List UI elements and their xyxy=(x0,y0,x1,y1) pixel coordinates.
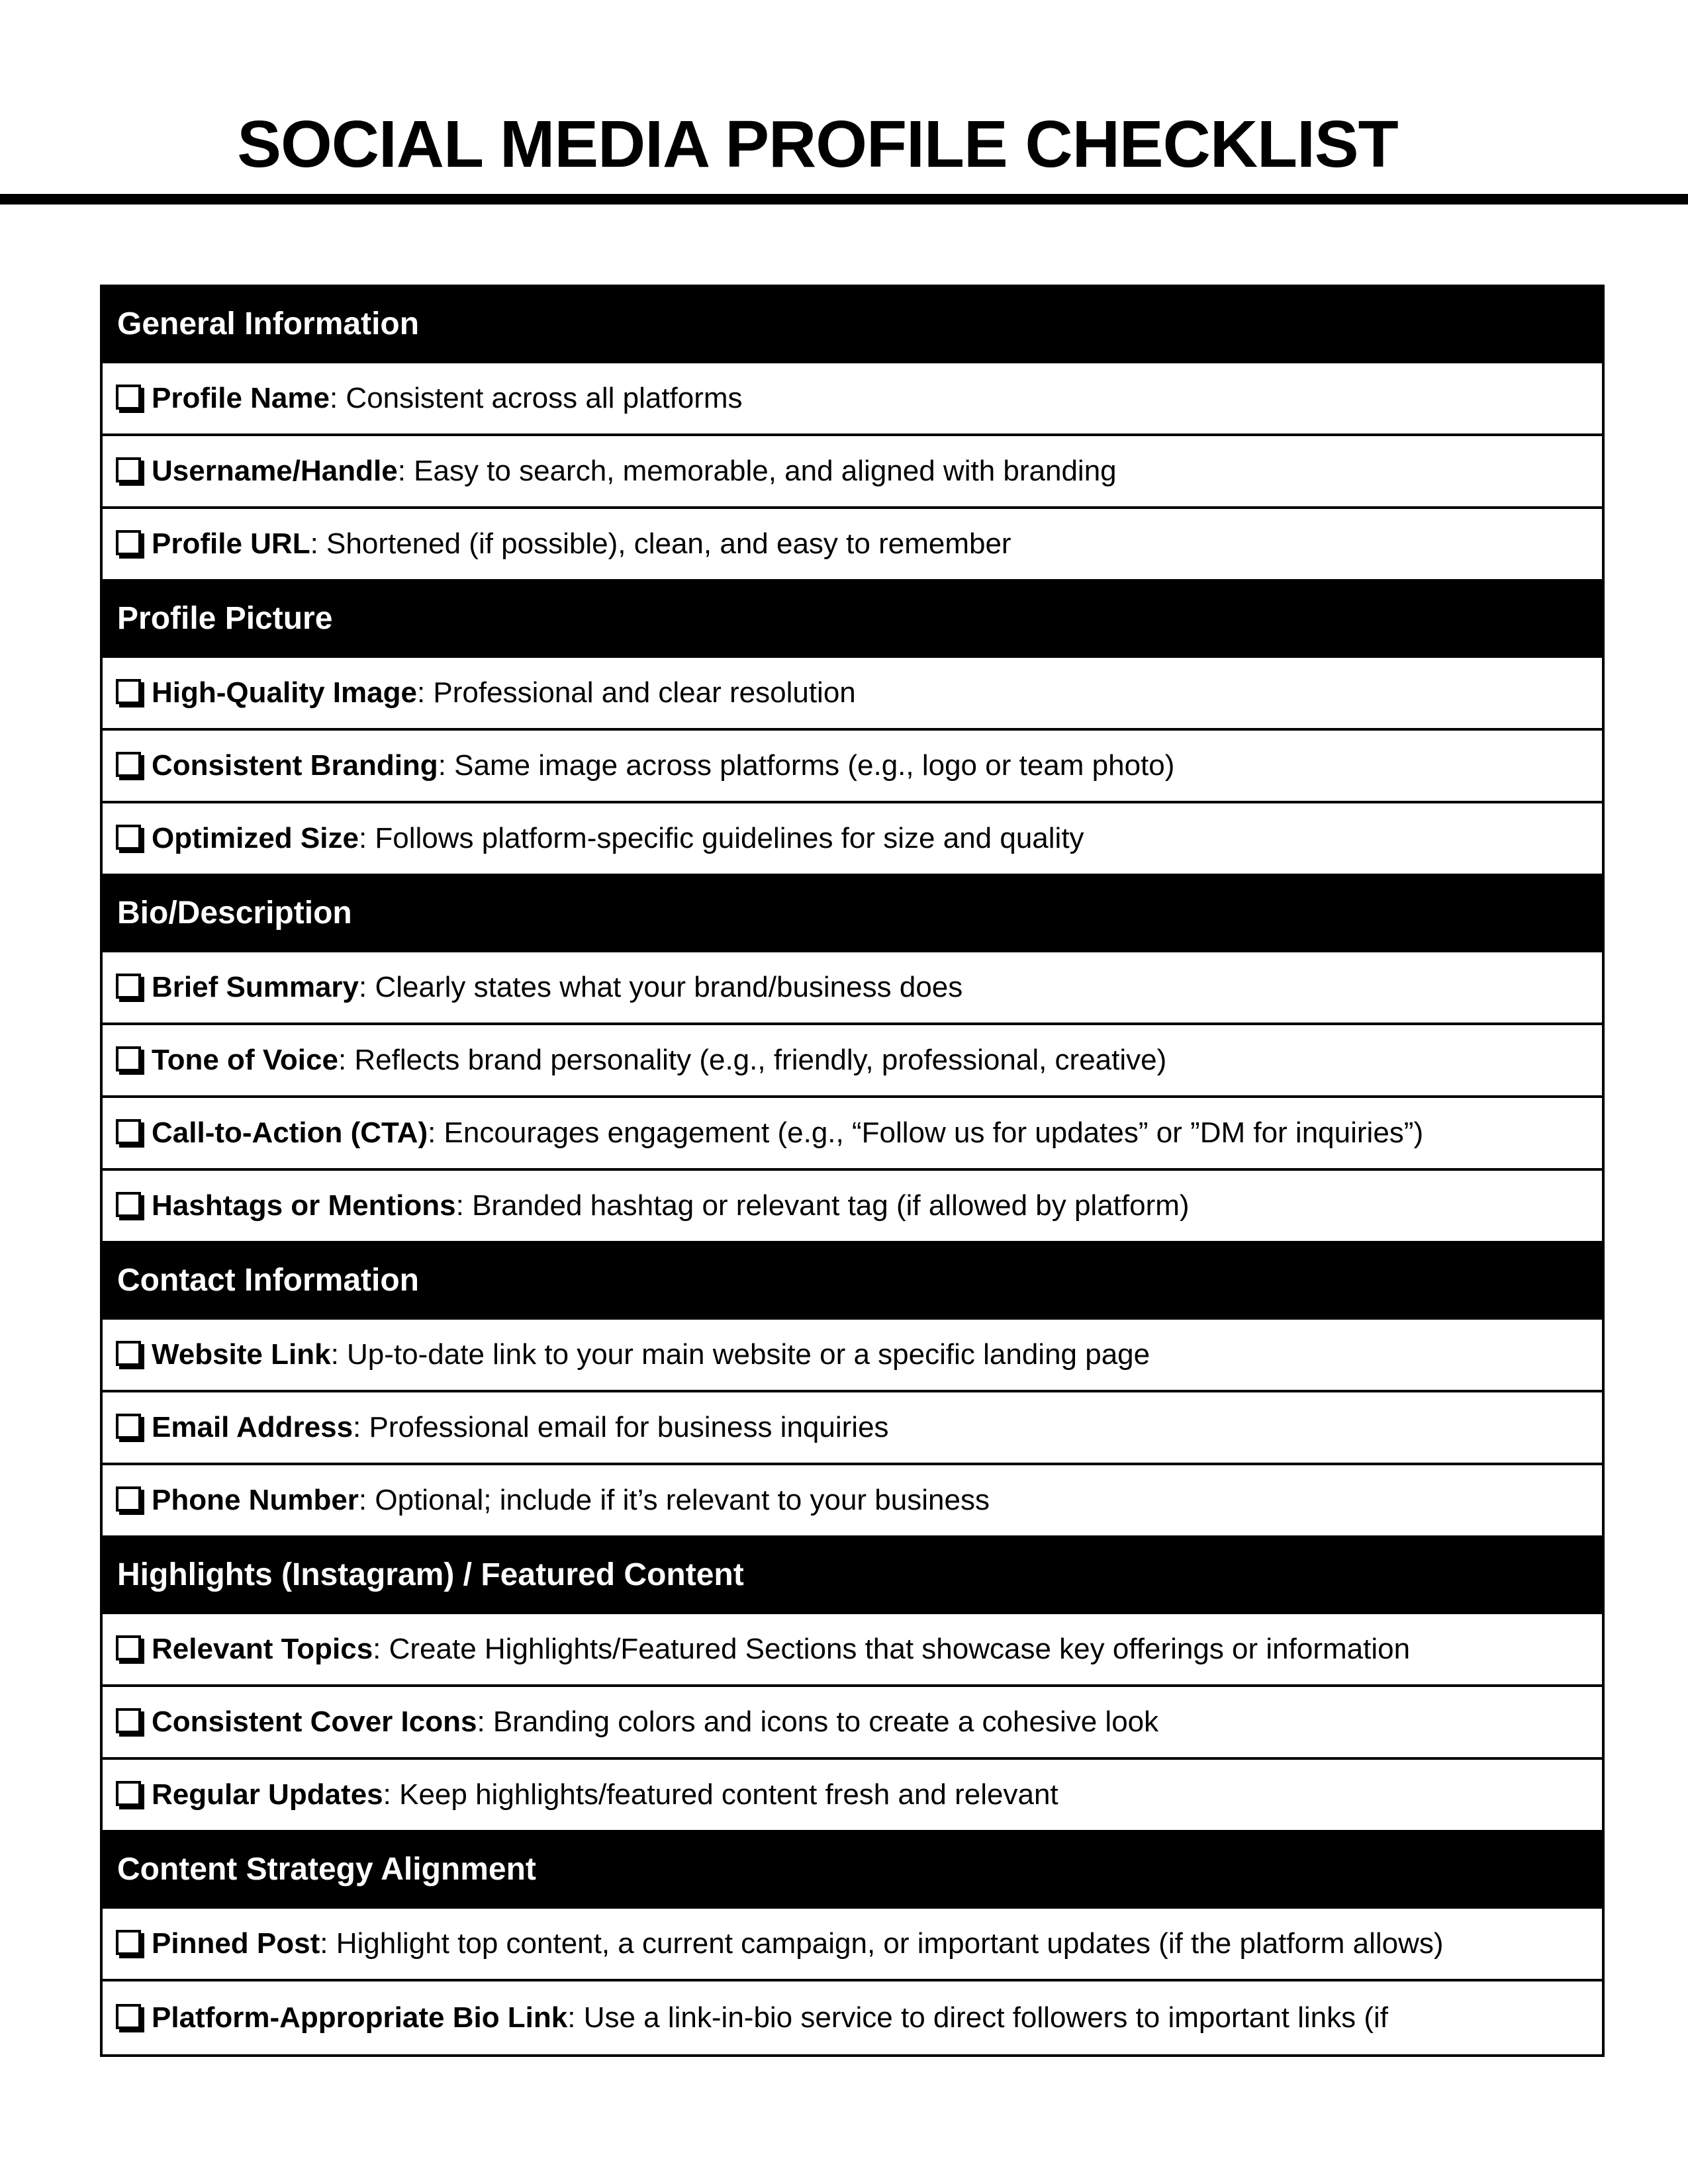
item-label: Brief Summary xyxy=(152,971,359,1003)
section-header: Highlights (Instagram) / Featured Content xyxy=(103,1538,1602,1614)
item-label: Hashtags or Mentions xyxy=(152,1189,456,1222)
title-divider xyxy=(0,194,1688,205)
checklist-item xyxy=(103,1098,1602,1171)
checkbox-icon[interactable] xyxy=(116,752,141,777)
item-description: : Shortened (if possible), clean, and easy to remember xyxy=(310,527,1011,560)
checkbox-icon[interactable] xyxy=(116,530,141,555)
checkbox-icon[interactable] xyxy=(116,1635,141,1661)
item-description: : Up-to-date link to your main website or a specific landing page xyxy=(330,1338,1150,1371)
checkbox-icon[interactable] xyxy=(116,1708,141,1733)
checklist-item xyxy=(103,1392,1602,1465)
section-header: Profile Picture xyxy=(103,582,1602,658)
checklist-item xyxy=(103,658,1602,731)
item-description: : Create Highlights/Featured Sections that showcase key offerings or information xyxy=(373,1633,1411,1665)
item-label: Optimized Size xyxy=(152,822,359,854)
checkbox-icon[interactable] xyxy=(116,1414,141,1439)
item-description: : Branding colors and icons to create a cohesive look xyxy=(477,1706,1159,1738)
checkbox-icon[interactable] xyxy=(116,1930,141,1955)
checkbox-icon[interactable] xyxy=(116,1781,141,1806)
checkbox-icon[interactable] xyxy=(116,1486,141,1512)
item-description: : Reflects brand personality (e.g., friendly, professional, creative) xyxy=(338,1044,1167,1076)
item-label: Relevant Topics xyxy=(152,1633,373,1665)
item-description: : Encourages engagement (e.g., “Follow us for updates” or ”DM for inquiries”) xyxy=(428,1116,1424,1149)
item-description: : Follows platform-specific guidelines for size and quality xyxy=(358,822,1084,854)
checklist-item xyxy=(103,952,1602,1025)
item-description: : Professional and clear resolution xyxy=(416,676,856,709)
section-header: Content Strategy Alignment xyxy=(103,1833,1602,1909)
item-label: Consistent Branding xyxy=(152,749,438,782)
checkbox-icon[interactable] xyxy=(116,1341,141,1366)
checkbox-icon[interactable] xyxy=(116,974,141,999)
item-description: : Keep highlights/featured content fresh and relevant xyxy=(383,1778,1058,1811)
item-description: : Same image across platforms (e.g., logo or team photo) xyxy=(438,749,1175,782)
item-description: : Clearly states what your brand/business does xyxy=(359,971,963,1003)
checklist-item xyxy=(103,363,1602,436)
checklist-item xyxy=(103,1909,1602,1981)
item-description: : Optional; include if it’s relevant to your business xyxy=(358,1484,990,1516)
checkbox-icon[interactable] xyxy=(116,385,141,410)
item-label: Tone of Voice xyxy=(152,1044,338,1076)
section-header: Bio/Description xyxy=(103,876,1602,952)
checklist-item xyxy=(103,1981,1602,2054)
checkbox-icon[interactable] xyxy=(116,2004,141,2029)
checkbox-icon[interactable] xyxy=(116,1119,141,1144)
checklist-item xyxy=(103,1465,1602,1538)
checkbox-icon[interactable] xyxy=(116,1046,141,1071)
item-description: : Professional email for business inquiries xyxy=(353,1411,889,1443)
item-label: Phone Number xyxy=(152,1484,359,1516)
item-description: : Branded hashtag or relevant tag (if allowed by platform) xyxy=(455,1189,1190,1222)
checklist-item xyxy=(103,436,1602,509)
checkbox-icon[interactable] xyxy=(116,1192,141,1217)
item-label: Username/Handle xyxy=(152,455,398,487)
checklist-item xyxy=(103,1320,1602,1392)
checklist-item xyxy=(103,1760,1602,1833)
checklist-item xyxy=(103,803,1602,876)
item-description: : Easy to search, memorable, and aligned with branding xyxy=(397,455,1117,487)
item-description: : Highlight top content, a current campaign, or important updates (if the platform allows) xyxy=(320,1927,1444,1960)
checkbox-icon[interactable] xyxy=(116,457,141,482)
item-label: Profile URL xyxy=(152,527,310,560)
item-label: Regular Updates xyxy=(152,1778,383,1811)
item-label: High-Quality Image xyxy=(152,676,417,709)
section-header: Contact Information xyxy=(103,1244,1602,1320)
item-label: Call-to-Action (CTA) xyxy=(152,1116,428,1149)
checkbox-icon[interactable] xyxy=(116,825,141,850)
item-description: : Consistent across all platforms xyxy=(329,382,743,414)
checklist-item xyxy=(103,1171,1602,1244)
item-label: Email Address xyxy=(152,1411,353,1443)
item-label: Website Link xyxy=(152,1338,331,1371)
checklist-item xyxy=(103,1687,1602,1760)
item-label: Consistent Cover Icons xyxy=(152,1706,477,1738)
section-header: General Information xyxy=(103,287,1602,363)
item-label: Profile Name xyxy=(152,382,330,414)
checklist-item xyxy=(103,731,1602,803)
checklist-table xyxy=(100,285,1605,2057)
checklist-item xyxy=(103,509,1602,582)
item-label: Platform-Appropriate Bio Link xyxy=(152,2001,568,2034)
checkbox-icon[interactable] xyxy=(116,679,141,704)
checklist-item xyxy=(103,1614,1602,1687)
item-label: Pinned Post xyxy=(152,1927,320,1960)
page-title: SOCIAL MEDIA PROFILE CHECKLIST xyxy=(237,107,1398,181)
checklist-item xyxy=(103,1025,1602,1098)
item-description: : Use a link-in-bio service to direct followers to important links (if xyxy=(567,2001,1389,2034)
